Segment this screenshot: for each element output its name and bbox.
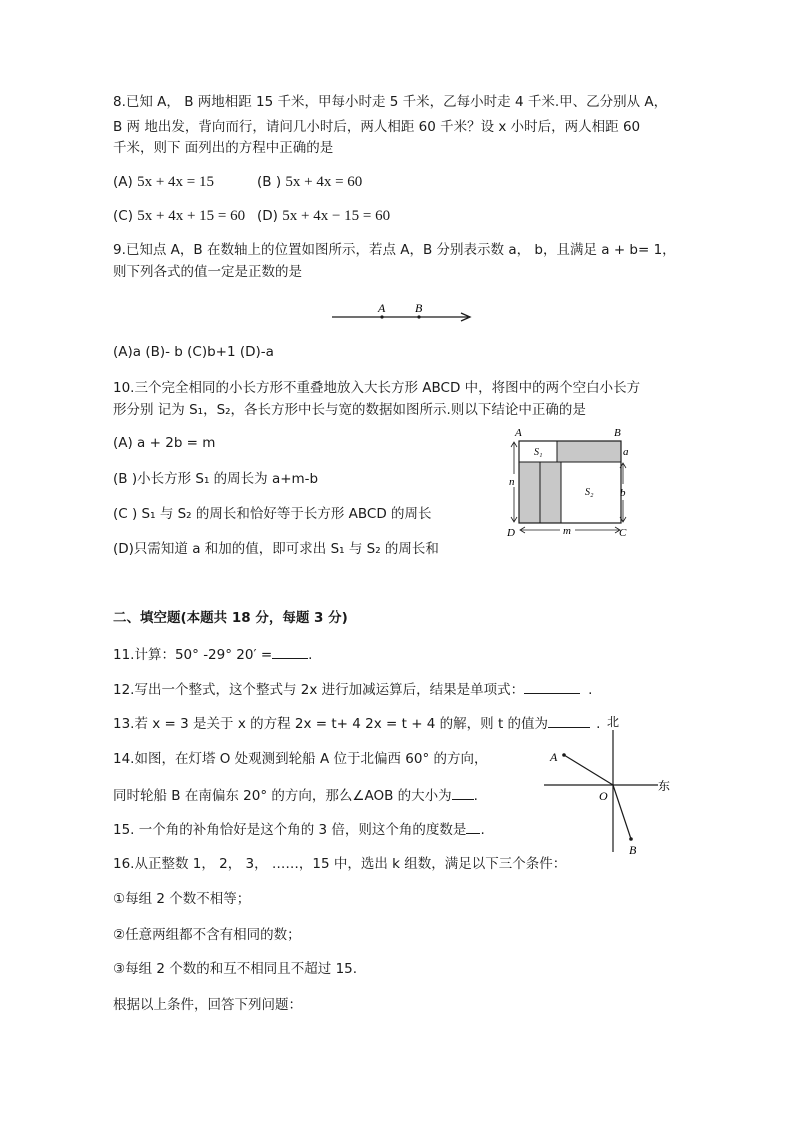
dimension-m-label: m — [563, 525, 571, 537]
q16-condition-1: ①每组 2 个数不相等； — [113, 891, 251, 907]
vertex-c-label: C — [619, 527, 627, 539]
left-shaded-rectangle-1 — [519, 462, 540, 523]
number-line-figure — [330, 300, 475, 324]
q8-line-2: B 两 地出发，背向而行，请问几小时后，两人相距 60 千米？设 x 小时后，两人相距 60 — [113, 119, 641, 135]
q8-option-b-equation: 5x + 4x = 60 — [285, 174, 363, 190]
dimension-a-label: a — [623, 446, 629, 458]
vertex-d-label: D — [507, 527, 515, 539]
q12-end: . — [588, 682, 593, 698]
q8-option-c-equation: 5x + 4x + 15 = 60 — [137, 208, 246, 224]
q10-option-d: (D)只需知道 a 和加的值，即可求出 S₁ 与 S₂ 的周长和 — [113, 541, 439, 557]
q15-text: 15. 一个角的补角恰好是这个角的 3 倍，则这个角的度数是 — [113, 822, 467, 838]
q14-end: . — [473, 788, 478, 804]
point-b-dot — [417, 315, 420, 318]
point-a-label: A — [378, 301, 386, 315]
q11-answer-blank[interactable] — [272, 644, 308, 659]
left-shaded-rectangle-2 — [540, 462, 561, 523]
rectangle-abcd-figure — [505, 424, 637, 540]
q8-option-a-equation: 5x + 4x = 15 — [137, 174, 214, 190]
q14-line-2 — [113, 785, 478, 806]
top-shaded-rectangle — [557, 441, 621, 462]
q8-option-b — [257, 172, 362, 192]
q11-end: . — [308, 647, 313, 663]
s2-label: S₂ — [585, 487, 594, 498]
s1-label: S₁ — [534, 447, 543, 458]
q8-line-1: 8.已知 A， B 两地相距 15 千米，甲每小时走 5 千米，乙每小时走 4 千米.甲、乙分别从 A， — [113, 94, 668, 110]
q16-condition-3: ③每组 2 个数的和互不相同且不超过 15. — [113, 961, 358, 977]
q16-last-line: 根据以上条件，回答下列问题： — [113, 997, 302, 1013]
q8-line-3: 千米，则下 面列出的方程中正确的是 — [113, 140, 334, 156]
ray-ob — [613, 785, 631, 839]
q16-condition-2: ②任意两组都不含有相同的数； — [113, 927, 301, 943]
q15-answer-blank[interactable] — [466, 819, 480, 834]
q9-line-1: 9.已知点 A，B 在数轴上的位置如图所示，若点 A，B 分别表示数 a， b，且满足 a + b= 1， — [113, 242, 676, 258]
q14-text: 同时轮船 B 在南偏东 20° 的方向，那么∠AOB 的大小为 — [113, 788, 452, 804]
q8-option-a-label: (A) — [113, 174, 133, 190]
q11 — [113, 644, 312, 665]
q13 — [113, 713, 600, 734]
q15-end: . — [480, 822, 485, 838]
q14-line-1: 14.如图，在灯塔 O 处观测到轮船 A 位于北偏西 60° 的方向， — [113, 751, 488, 767]
q11-text: 11.计算：50° -29° 20′ = — [113, 647, 273, 663]
q13-text: 13.若 x = 3 是关于 x 的方程 2x = t+ 4 2x = t + 4 的解，则 t 的值为 — [113, 716, 549, 732]
q8-option-d-label: (D) — [257, 208, 278, 224]
q13-end: . — [596, 716, 601, 732]
vertex-b-label: B — [614, 427, 621, 439]
point-a-dot — [380, 315, 383, 318]
q12-answer-blank[interactable] — [524, 679, 580, 694]
point-b-dot — [629, 837, 633, 841]
q9-options: (A)a (B)- b (C)b+1 (D)-a — [113, 344, 274, 360]
q15 — [113, 819, 485, 840]
q8-option-c — [113, 206, 245, 226]
q10-option-a: (A) a + 2b = m — [113, 435, 216, 451]
q8-option-d — [257, 206, 390, 226]
north-label: 北 — [607, 715, 620, 729]
q16-line-1: 16.从正整数 1， 2， 3， ……，15 中，选出 k 组数，满足以下三个条件： — [113, 856, 567, 872]
point-b-label: B — [415, 301, 423, 315]
section-2-title: 二、填空题(本题共 18 分，每题 3 分) — [113, 610, 348, 626]
point-b-label: B — [629, 843, 637, 857]
compass-figure — [536, 712, 676, 857]
q10-option-c: (C ) S₁ 与 S₂ 的周长和恰好等于长方形 ABCD 的周长 — [113, 506, 432, 522]
q14-answer-blank[interactable] — [452, 785, 474, 800]
dimension-b-label: b — [620, 487, 626, 499]
q12 — [113, 679, 592, 700]
ray-oa — [564, 755, 613, 785]
q10-line-1: 10.三个完全相同的小长方形不重叠地放入大长方形 ABCD 中，将图中的两个空白小长方 — [113, 380, 641, 396]
q10-line-2: 形分别 记为 S₁，S₂，各长方形中长与宽的数据如图所示.则以下结论中正确的是 — [113, 402, 586, 418]
point-a-dot — [562, 753, 566, 757]
dimension-n-label: n — [509, 476, 515, 488]
q10-option-b: (B )小长方形 S₁ 的周长为 a+m-b — [113, 471, 319, 487]
q12-text: 12.写出一个整式，这个整式与 2x 进行加减运算后，结果是单项式： — [113, 682, 525, 698]
q8-option-b-label: (B ) — [257, 174, 282, 190]
point-o-label: O — [599, 789, 608, 803]
q8-option-d-equation: 5x + 4x − 15 = 60 — [282, 208, 391, 224]
east-label: 东 — [658, 779, 671, 793]
q8-option-c-label: (C) — [113, 208, 133, 224]
q8-option-a — [113, 172, 214, 192]
vertex-a-label: A — [515, 427, 522, 439]
q9-line-2: 则下列各式的值一定是正数的是 — [113, 264, 302, 280]
point-a-label: A — [550, 750, 558, 764]
